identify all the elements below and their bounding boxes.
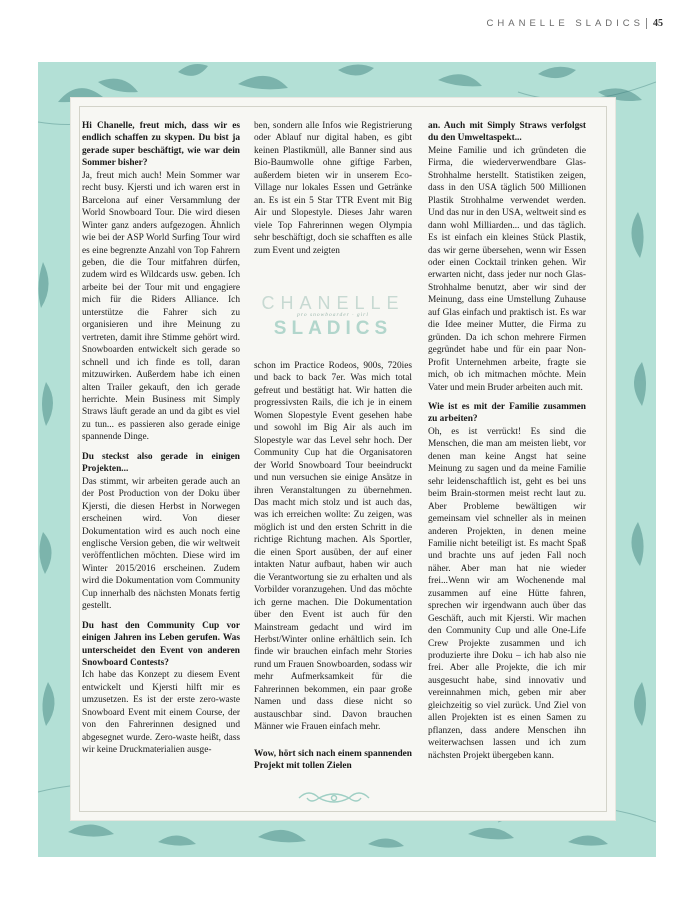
column-3 [428,120,586,762]
answer-1: Ja, freut mich auch! Mein Sommer war recht busy. Kjersti und ich waren erst in Barcelona auf einer Versammlung der World Snowboard Tour. Die wird diesen Winter ganz anders aufgezogen. Ähnlich wie bei der ASP World Surfing Tour wird es eine begrenzte Anzahl von Top Fahrern geben, die die Tour mitfahren dürfen, zudem wird es Wildcards usw. geben. Ich arbeite bei der Tour mit und engagiere mich für die Riders Alliance. Ich unterstütze die Fahrer sich zu organisieren und ihre Meinung zu vertreten, damit ihre Stimme gehört wird. Snowboarden entwickelt sich gerade so schnell und ich finde es toll, daran mitzuwirken. Außerdem habe ich einen alten Trailer gekauft, den ich gerade herrichte. Mein Business mit Simply Straws läuft gerade an und da gibt es viel zu tun... es passieren also gerade einige spannende Dinge. [82,170,240,443]
answer-3-continued: ben, sondern alle Infos wie Registrierung oder Ablauf nur digital haben, es gibt keinen Plastikmüll, alle Banner sind aus Bio-Baumwolle ohne giftige Farben, außerdem bieten wir in unserem Eco-Village nur lokales Essen und Getränke an. Es ist ein 5 Star TTR Event mit Big Air und Slopestyle. Dieses Jahr waren viele Top Fahrerinnen wegen Olympia sehr beschäftigt, doch sie schafften es alle zum Event und zeigten [254,121,412,256]
question-4-end: an. Auch mit Simply Straws verfolgst du den Umweltaspekt... [428,121,586,144]
answer-4: Meine Familie und ich gründeten die Firma, die wiederverwendbare Glas-Strohhalme herstellt. Statistiken zeigen, dass in den USA täglich 500 Millionen Plastik Strohhalme verwendet werden. Und das nur in den USA, weltweit sind es dann wohl Milliarden... und das täglich. Es ist einfach ein kleines Stück Plastik, das wir gerne übersehen, wenn wir Essen oder einen Cocktail trinken gehen. Wir erwarten nicht, dass jeder nur noch Glas-Strohhalme benutzt, aber wir sind der Meinung, dass eine Umstellung Zuhause auf Glas einfach und praktisch ist. Es war die Idee meiner Mutter, die Firma zu gründen. Da ich schon mehrere Firmen gegründet habe und für ein paar Non-Profit Unternehmen arbeite, fragte sie mich, ob ich mitmachen möchte. Mein Vater und mein Bruder arbeiten auch mit. [428,145,586,393]
running-head-divider [646,18,647,29]
page-number: 45 [653,18,663,29]
question-2: Du steckst also gerade in einigen Projekten... [82,451,240,475]
title-last-name: SLADICS [273,318,393,339]
title-first-name: CHANELLE [261,293,405,313]
answer-3: Ich habe das Konzept zu diesem Event entwickelt und Kjersti hilft mir es umzusetzen. Es ist der erste zero-waste Snowboard Event mit einem Course, der von den Fahrerinnen designed und abgesegnet wurde. Zero-waste heißt, dass wir keine Druckmaterialien ausge- [82,670,240,756]
title-tagline: pro snowboarder · girl [297,312,369,318]
article-card [70,97,616,821]
column-2-bottom [254,360,412,773]
question-4-start: Wow, hört sich nach einem spannenden Projekt mit tollen Zielen [254,748,412,772]
question-1: Hi Chanelle, freut mich, dass wir es endlich schaffen zu skypen. Du bist ja gerade super beschäftigt, wie war dein Sommer bisher? [82,121,240,169]
question-5: Wie ist es mit der Familie zusammen zu arbeiten? [428,401,586,425]
question-3: Du hast den Community Cup vor einigen Jahren ins Leben gerufen. Was unterscheidet den Event von anderen Snowboard Contests? [82,620,240,669]
answer-2: Das stimmt, wir arbeiten gerade auch an der Post Production von der Doku über Kjersti, die diesen Herbst in Norwegen erscheinen wird. Von dieser Dokumentation wird es auch noch eine englische Version geben, die wir weltweit veröffentlichen möchten. Diese wird im Winter 2015/2016 erscheinen. Zudem wird die Dokumentation vom Community Cup innerhalb des nächsten Monats fertig gestellt. [82,476,240,612]
answer-3-end: schon im Practice Rodeos, 900s, 720ies und back to back 7er. Was mich total gefreut und bestätigt hat. Wir hatten die progressivsten Rails, die ich je in einem Women Slopestyle Event gesehen habe und sowohl im Big Air als auch im Slopestyle war das Level sehr hoch. Der Community Cup hat die Organisatoren der World Snowboard Tour beeindruckt und nun versuchen sie einige Ansätze in ihren Veranstaltungen zu übernehmen. Das macht mich stolz und ist auch das, was ich erreichen wollte: Zu zeigen, was möglich ist und den ersten Schritt in die richtige Richtung machen. Als Sportler, die einen Sport ausüben, der auf einer intakten Natur aufbaut, haben wir auch die Verantwortung sie zu erhalten und als Vorbilder voranzugehen. Und das möchte ich gerne machen. Die Dokumentation über den Event ist auch für den Mainstream gedacht und wird im Herbst/Winter online erhältlich sein. Ich finde wir brauchen einfach mehr Stories rund um Frauen Snowboarden, sodass wir mehr Aufmerksamkeit für die Fahrerinnen bekommen, ein paar große Namen und dass diese nicht so austauschbar sind. Davon brauchen Männer wie Frauen einfach mehr. [254,361,412,733]
running-head-name: CHANELLE SLADICS [486,18,644,29]
title-logo [254,293,412,357]
flourish-ornament [297,786,371,810]
column-2-top [254,120,412,257]
running-head [487,18,663,29]
column-1 [82,120,240,757]
answer-5: Oh, es ist verrückt! Es sind die Menschen, die man am meisten liebt, vor denen man keine Angst hat seine Meinung zu sagen und da meine Familie sehr leidenschaftlich ist, geht es bei uns beim Brain-stormen meist recht laut zu. Aber Probleme bewältigen wir gemeinsam viel schneller als in meinen anderen Projekten, in denen meine Familie nicht beteiligt ist. Es macht Spaß und brachte uns auf jeden Fall noch näher. Aber man hat nie wieder frei...Wenn wir am Wochenende mal zusammen auf eine Hütte fahren, sprechen wir irgendwann auch über das Geschäft, auch mit Kjersti. Wir machen den Community Cup und alle One-Life Crew Projekte zusammen und ich produzierte ihre Doku – ich hab also nie frei. Aber alle Projekte, die ich mir ausgesucht habe, sind innovativ und vereinnahmen mich, geben mir aber gleichzeitig so viel zurück. Und Ziel von allen Projekten ist es einen Samen zu pflanzen, dass andere Menschen ihn weiterwachsen lassen und ich zum nächsten Projekt übergeben kann. [428,426,586,761]
